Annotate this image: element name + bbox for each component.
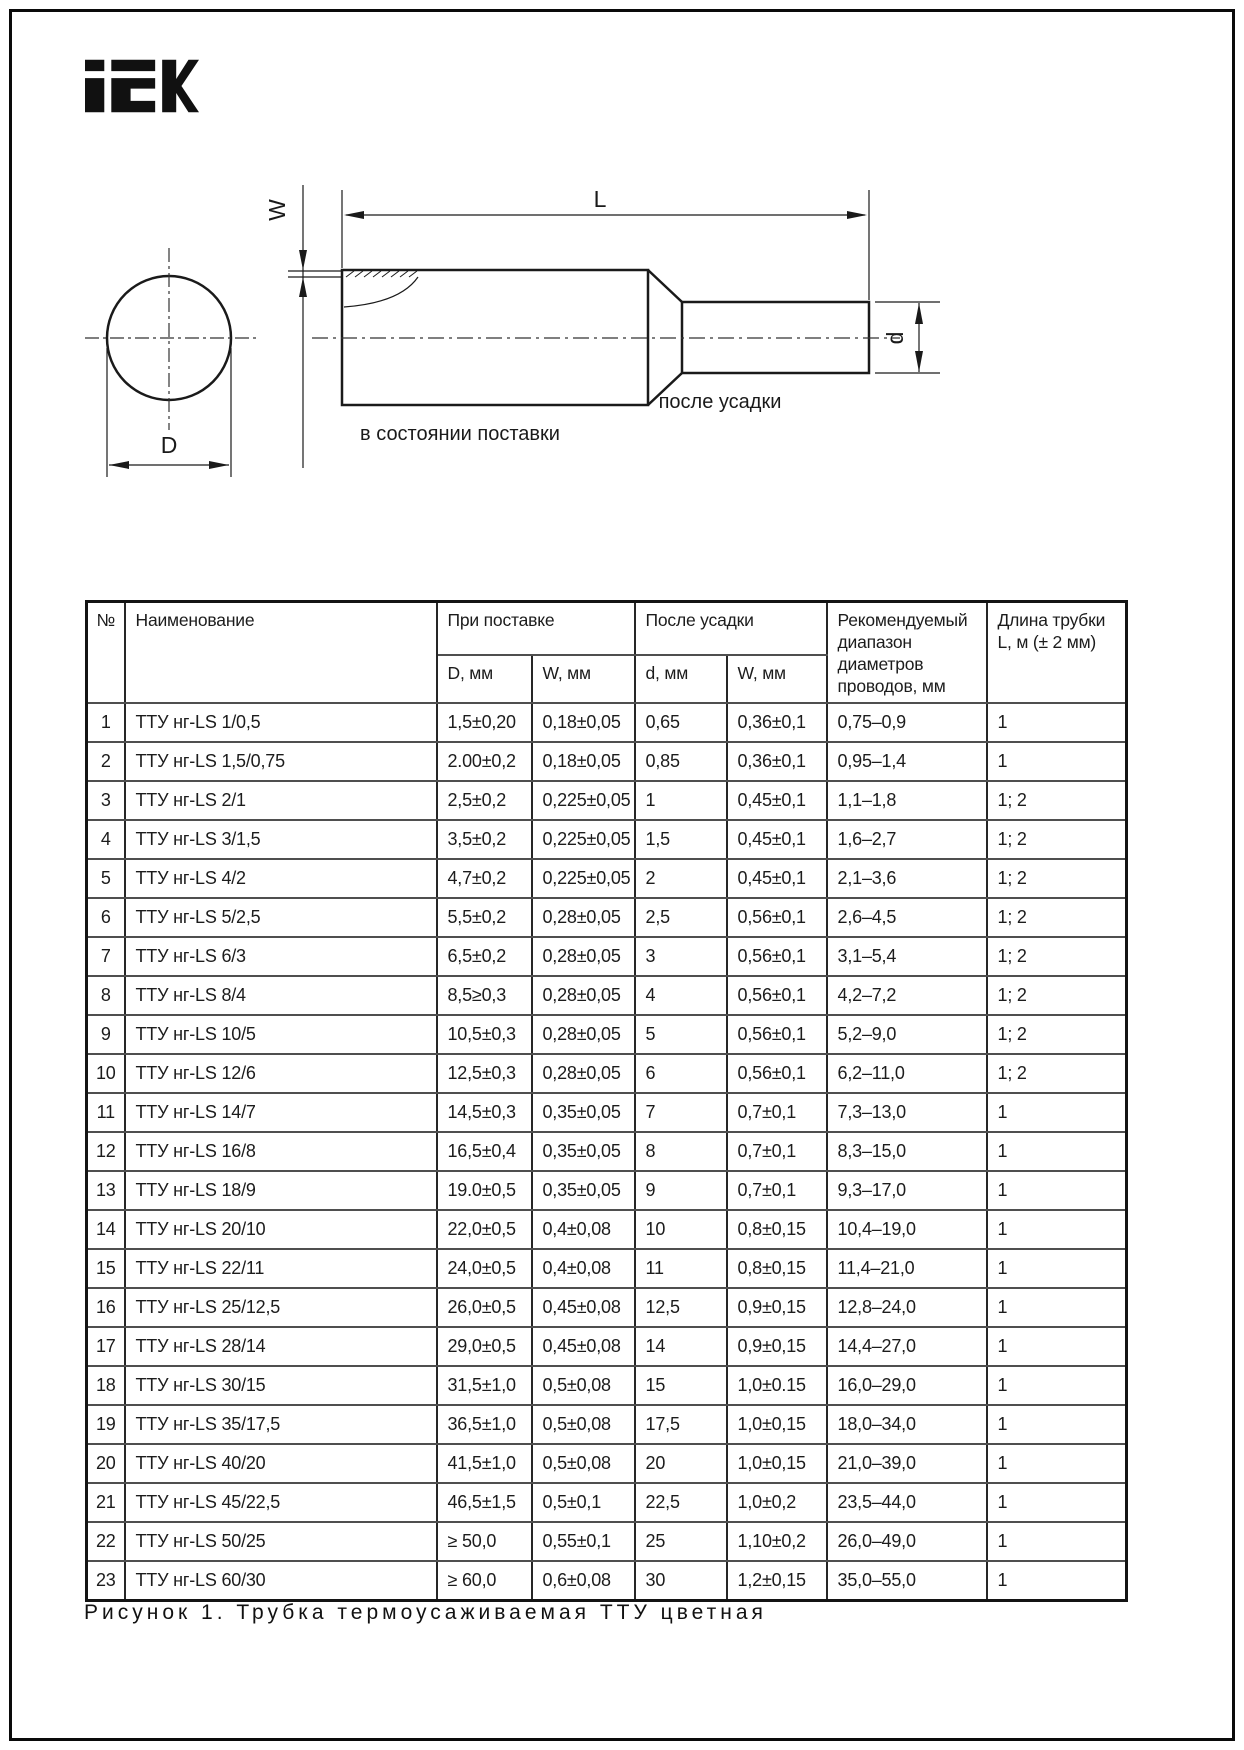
cell-W-shrink: 0,36±0,1 — [727, 742, 827, 781]
cell-d: 0,65 — [635, 703, 727, 742]
cell-wire-range: 9,3–17,0 — [827, 1171, 987, 1210]
cell-W-delivery: 0,18±0,05 — [532, 703, 635, 742]
cell-W-shrink: 0,45±0,1 — [727, 820, 827, 859]
cell-d: 5 — [635, 1015, 727, 1054]
dim-label-D: D — [160, 432, 178, 458]
cell-d: 14 — [635, 1327, 727, 1366]
header-tube-length: Длина трубки L, м (± 2 мм) — [987, 602, 1127, 703]
cell-D: 29,0±0,5 — [437, 1327, 532, 1366]
cell-W-shrink: 0,56±0,1 — [727, 1015, 827, 1054]
cell-name: ТТУ нг-LS 18/9 — [125, 1171, 437, 1210]
cell-W-shrink: 1,0±0.15 — [727, 1366, 827, 1405]
header-d-mm: d, мм — [635, 655, 727, 703]
cell-length: 1; 2 — [987, 859, 1127, 898]
cell-num: 21 — [87, 1483, 125, 1522]
table-row — [87, 703, 1127, 742]
cell-W-shrink: 0,9±0,15 — [727, 1288, 827, 1327]
cell-length: 1 — [987, 1288, 1127, 1327]
table-row — [87, 859, 1127, 898]
cell-d: 10 — [635, 1210, 727, 1249]
cell-name: ТТУ нг-LS 3/1,5 — [125, 820, 437, 859]
cell-length: 1 — [987, 703, 1127, 742]
cell-num: 23 — [87, 1561, 125, 1601]
dim-label-W: W — [264, 199, 290, 221]
cell-d: 2 — [635, 859, 727, 898]
cell-d: 3 — [635, 937, 727, 976]
cell-wire-range: 35,0–55,0 — [827, 1561, 987, 1601]
dim-label-d: d — [882, 331, 908, 345]
cell-wire-range: 3,1–5,4 — [827, 937, 987, 976]
cell-name: ТТУ нг-LS 16/8 — [125, 1132, 437, 1171]
table-row — [87, 937, 1127, 976]
table-row — [87, 898, 1127, 937]
cell-length: 1 — [987, 1522, 1127, 1561]
header-name: Наименование — [125, 602, 437, 703]
cell-name: ТТУ нг-LS 12/6 — [125, 1054, 437, 1093]
cell-W-delivery: 0,28±0,05 — [532, 1015, 635, 1054]
cell-W-shrink: 0,9±0,15 — [727, 1327, 827, 1366]
cell-W-shrink: 1,0±0,15 — [727, 1405, 827, 1444]
table-row — [87, 1249, 1127, 1288]
cell-W-delivery: 0,5±0,08 — [532, 1405, 635, 1444]
cell-d: 20 — [635, 1444, 727, 1483]
cell-name: ТТУ нг-LS 25/12,5 — [125, 1288, 437, 1327]
cell-wire-range: 1,6–2,7 — [827, 820, 987, 859]
cell-length: 1 — [987, 1483, 1127, 1522]
cell-num: 2 — [87, 742, 125, 781]
cell-d: 1,5 — [635, 820, 727, 859]
cell-d: 17,5 — [635, 1405, 727, 1444]
iek-logo-glyphs — [85, 60, 199, 113]
cell-num: 8 — [87, 976, 125, 1015]
cell-D: 31,5±1,0 — [437, 1366, 532, 1405]
table-row — [87, 1522, 1127, 1561]
cell-name: ТТУ нг-LS 30/15 — [125, 1366, 437, 1405]
header-num: № — [87, 602, 125, 703]
table-row — [87, 1327, 1127, 1366]
cell-num: 16 — [87, 1288, 125, 1327]
cell-name: ТТУ нг-LS 20/10 — [125, 1210, 437, 1249]
cell-length: 1 — [987, 1093, 1127, 1132]
cell-wire-range: 2,6–4,5 — [827, 898, 987, 937]
cell-D: 8,5≥0,3 — [437, 976, 532, 1015]
cell-D: 14,5±0,3 — [437, 1093, 532, 1132]
cell-D: 26,0±0,5 — [437, 1288, 532, 1327]
cell-D: 2.00±0,2 — [437, 742, 532, 781]
cell-d: 1 — [635, 781, 727, 820]
cell-D: 6,5±0,2 — [437, 937, 532, 976]
cell-wire-range: 0,75–0,9 — [827, 703, 987, 742]
cell-name: ТТУ нг-LS 35/17,5 — [125, 1405, 437, 1444]
cell-W-shrink: 0,56±0,1 — [727, 937, 827, 976]
table-row — [87, 1093, 1127, 1132]
cell-d: 9 — [635, 1171, 727, 1210]
cell-W-delivery: 0,28±0,05 — [532, 937, 635, 976]
label-delivery-state: в состоянии поставки — [360, 423, 560, 445]
technical-drawing — [70, 148, 960, 493]
header-W2-mm: W, мм — [727, 655, 827, 703]
cell-name: ТТУ нг-LS 6/3 — [125, 937, 437, 976]
cell-wire-range: 0,95–1,4 — [827, 742, 987, 781]
cell-W-delivery: 0,225±0,05 — [532, 859, 635, 898]
cell-W-delivery: 0,35±0,05 — [532, 1093, 635, 1132]
cell-D: 41,5±1,0 — [437, 1444, 532, 1483]
cell-W-delivery: 0,45±0,08 — [532, 1288, 635, 1327]
cell-length: 1; 2 — [987, 976, 1127, 1015]
cell-d: 25 — [635, 1522, 727, 1561]
cell-W-delivery: 0,55±0,1 — [532, 1522, 635, 1561]
header-group-delivery: При поставке — [437, 602, 635, 655]
cell-D: 2,5±0,2 — [437, 781, 532, 820]
cell-name: ТТУ нг-LS 2/1 — [125, 781, 437, 820]
cell-length: 1; 2 — [987, 781, 1127, 820]
cell-num: 3 — [87, 781, 125, 820]
header-group-after-shrink: После усадки — [635, 602, 827, 655]
cell-length: 1; 2 — [987, 1054, 1127, 1093]
cell-wire-range: 21,0–39,0 — [827, 1444, 987, 1483]
cell-W-delivery: 0,28±0,05 — [532, 1054, 635, 1093]
cell-d: 0,85 — [635, 742, 727, 781]
cell-D: 3,5±0,2 — [437, 820, 532, 859]
cell-W-shrink: 0,7±0,1 — [727, 1093, 827, 1132]
cell-W-delivery: 0,4±0,08 — [532, 1210, 635, 1249]
cell-d: 12,5 — [635, 1288, 727, 1327]
cell-num: 19 — [87, 1405, 125, 1444]
cell-num: 5 — [87, 859, 125, 898]
cell-D: 1,5±0,20 — [437, 703, 532, 742]
cell-wire-range: 23,5–44,0 — [827, 1483, 987, 1522]
cell-num: 15 — [87, 1249, 125, 1288]
table-row — [87, 1015, 1127, 1054]
cell-length: 1 — [987, 1210, 1127, 1249]
cell-wire-range: 8,3–15,0 — [827, 1132, 987, 1171]
cell-D: 19.0±0,5 — [437, 1171, 532, 1210]
cell-W-shrink: 1,2±0,15 — [727, 1561, 827, 1601]
table-row — [87, 1210, 1127, 1249]
cell-W-delivery: 0,35±0,05 — [532, 1171, 635, 1210]
iek-logo — [85, 57, 199, 115]
cell-num: 13 — [87, 1171, 125, 1210]
cell-d: 7 — [635, 1093, 727, 1132]
cell-name: ТТУ нг-LS 22/11 — [125, 1249, 437, 1288]
cell-num: 9 — [87, 1015, 125, 1054]
spec-table — [85, 600, 1128, 1602]
cell-W-shrink: 1,0±0,2 — [727, 1483, 827, 1522]
cell-num: 11 — [87, 1093, 125, 1132]
cell-name: ТТУ нг-LS 4/2 — [125, 859, 437, 898]
cell-W-shrink: 0,56±0,1 — [727, 1054, 827, 1093]
cell-W-shrink: 1,0±0,15 — [727, 1444, 827, 1483]
cell-D: 10,5±0,3 — [437, 1015, 532, 1054]
cell-W-shrink: 0,36±0,1 — [727, 703, 827, 742]
cell-W-delivery: 0,35±0,05 — [532, 1132, 635, 1171]
cell-num: 22 — [87, 1522, 125, 1561]
cell-wire-range: 12,8–24,0 — [827, 1288, 987, 1327]
table-row — [87, 1366, 1127, 1405]
cell-D: 46,5±1,5 — [437, 1483, 532, 1522]
cell-D: 22,0±0,5 — [437, 1210, 532, 1249]
cell-d: 4 — [635, 976, 727, 1015]
wall-thickness-lines — [288, 271, 342, 277]
cell-name: ТТУ нг-LS 40/20 — [125, 1444, 437, 1483]
cell-W-shrink: 0,45±0,1 — [727, 859, 827, 898]
table-row — [87, 1483, 1127, 1522]
table-row — [87, 976, 1127, 1015]
cell-wire-range: 10,4–19,0 — [827, 1210, 987, 1249]
cell-name: ТТУ нг-LS 5/2,5 — [125, 898, 437, 937]
cell-W-delivery: 0,225±0,05 — [532, 820, 635, 859]
cell-length: 1 — [987, 1327, 1127, 1366]
header-D-mm: D, мм — [437, 655, 532, 703]
cell-length: 1 — [987, 1444, 1127, 1483]
cell-D: 12,5±0,3 — [437, 1054, 532, 1093]
cell-length: 1 — [987, 1249, 1127, 1288]
cell-W-delivery: 0,5±0,08 — [532, 1444, 635, 1483]
cell-name: ТТУ нг-LS 8/4 — [125, 976, 437, 1015]
cell-D: 4,7±0,2 — [437, 859, 532, 898]
cell-num: 1 — [87, 703, 125, 742]
spec-table-header — [87, 602, 1127, 703]
cell-W-shrink: 0,56±0,1 — [727, 976, 827, 1015]
cell-d: 30 — [635, 1561, 727, 1601]
cell-d: 22,5 — [635, 1483, 727, 1522]
dim-label-L: L — [593, 186, 607, 212]
cell-d: 2,5 — [635, 898, 727, 937]
cell-length: 1 — [987, 1561, 1127, 1601]
cell-length: 1 — [987, 1366, 1127, 1405]
cell-d: 15 — [635, 1366, 727, 1405]
cell-d: 6 — [635, 1054, 727, 1093]
cell-name: ТТУ нг-LS 50/25 — [125, 1522, 437, 1561]
cell-wire-range: 5,2–9,0 — [827, 1015, 987, 1054]
cell-D: 5,5±0,2 — [437, 898, 532, 937]
cell-num: 14 — [87, 1210, 125, 1249]
label-after-shrink: после усадки — [658, 391, 782, 413]
cell-wire-range: 11,4–21,0 — [827, 1249, 987, 1288]
header-wire-range: Рекомендуемый диапазон диаметров проводов, мм — [827, 602, 987, 703]
cell-D: 16,5±0,4 — [437, 1132, 532, 1171]
cell-num: 17 — [87, 1327, 125, 1366]
cell-name: ТТУ нг-LS 1,5/0,75 — [125, 742, 437, 781]
cell-length: 1 — [987, 1171, 1127, 1210]
cell-length: 1; 2 — [987, 898, 1127, 937]
table-row — [87, 1054, 1127, 1093]
cell-W-delivery: 0,28±0,05 — [532, 976, 635, 1015]
cell-D: ≥ 60,0 — [437, 1561, 532, 1601]
cell-num: 4 — [87, 820, 125, 859]
cell-num: 6 — [87, 898, 125, 937]
cell-W-delivery: 0,18±0,05 — [532, 742, 635, 781]
cell-W-delivery: 0,6±0,08 — [532, 1561, 635, 1601]
table-row — [87, 1405, 1127, 1444]
table-row — [87, 1561, 1127, 1601]
cell-length: 1; 2 — [987, 820, 1127, 859]
cell-W-delivery: 0,5±0,1 — [532, 1483, 635, 1522]
table-row — [87, 1444, 1127, 1483]
cell-W-delivery: 0,225±0,05 — [532, 781, 635, 820]
cell-num: 18 — [87, 1366, 125, 1405]
figure-caption: Рисунок 1. Трубка термоусаживаемая ТТУ цветная — [84, 1601, 767, 1624]
cell-name: ТТУ нг-LS 45/22,5 — [125, 1483, 437, 1522]
cell-W-delivery: 0,45±0,08 — [532, 1327, 635, 1366]
cell-wire-range: 4,2–7,2 — [827, 976, 987, 1015]
cell-W-shrink: 0,8±0,15 — [727, 1210, 827, 1249]
cell-wire-range: 16,0–29,0 — [827, 1366, 987, 1405]
table-row — [87, 820, 1127, 859]
cell-d: 8 — [635, 1132, 727, 1171]
cell-W-delivery: 0,4±0,08 — [532, 1249, 635, 1288]
cell-name: ТТУ нг-LS 14/7 — [125, 1093, 437, 1132]
cell-length: 1 — [987, 1405, 1127, 1444]
cell-name: ТТУ нг-LS 60/30 — [125, 1561, 437, 1601]
cell-W-shrink: 0,8±0,15 — [727, 1249, 827, 1288]
cell-W-shrink: 1,10±0,2 — [727, 1522, 827, 1561]
cell-num: 12 — [87, 1132, 125, 1171]
cell-d: 11 — [635, 1249, 727, 1288]
cell-wire-range: 18,0–34,0 — [827, 1405, 987, 1444]
cell-wire-range: 7,3–13,0 — [827, 1093, 987, 1132]
spec-table-body — [87, 703, 1127, 1601]
cell-name: ТТУ нг-LS 28/14 — [125, 1327, 437, 1366]
table-row — [87, 1288, 1127, 1327]
wall-hatch-icon — [344, 271, 418, 307]
cell-length: 1 — [987, 742, 1127, 781]
cell-name: ТТУ нг-LS 1/0,5 — [125, 703, 437, 742]
cell-num: 7 — [87, 937, 125, 976]
cell-W-shrink: 0,45±0,1 — [727, 781, 827, 820]
cell-D: ≥ 50,0 — [437, 1522, 532, 1561]
table-row — [87, 1132, 1127, 1171]
table-row — [87, 781, 1127, 820]
cell-length: 1 — [987, 1132, 1127, 1171]
cell-length: 1; 2 — [987, 937, 1127, 976]
header-W1-mm: W, мм — [532, 655, 635, 703]
table-row — [87, 1171, 1127, 1210]
cell-wire-range: 1,1–1,8 — [827, 781, 987, 820]
cell-wire-range: 2,1–3,6 — [827, 859, 987, 898]
cell-wire-range: 26,0–49,0 — [827, 1522, 987, 1561]
cell-W-delivery: 0,28±0,05 — [532, 898, 635, 937]
cell-W-shrink: 0,7±0,1 — [727, 1132, 827, 1171]
cell-W-shrink: 0,56±0,1 — [727, 898, 827, 937]
cell-num: 20 — [87, 1444, 125, 1483]
cell-D: 36,5±1,0 — [437, 1405, 532, 1444]
cell-length: 1; 2 — [987, 1015, 1127, 1054]
cell-W-shrink: 0,7±0,1 — [727, 1171, 827, 1210]
cell-W-delivery: 0,5±0,08 — [532, 1366, 635, 1405]
table-row — [87, 742, 1127, 781]
cell-D: 24,0±0,5 — [437, 1249, 532, 1288]
cell-num: 10 — [87, 1054, 125, 1093]
cell-wire-range: 6,2–11,0 — [827, 1054, 987, 1093]
cell-wire-range: 14,4–27,0 — [827, 1327, 987, 1366]
cell-name: ТТУ нг-LS 10/5 — [125, 1015, 437, 1054]
